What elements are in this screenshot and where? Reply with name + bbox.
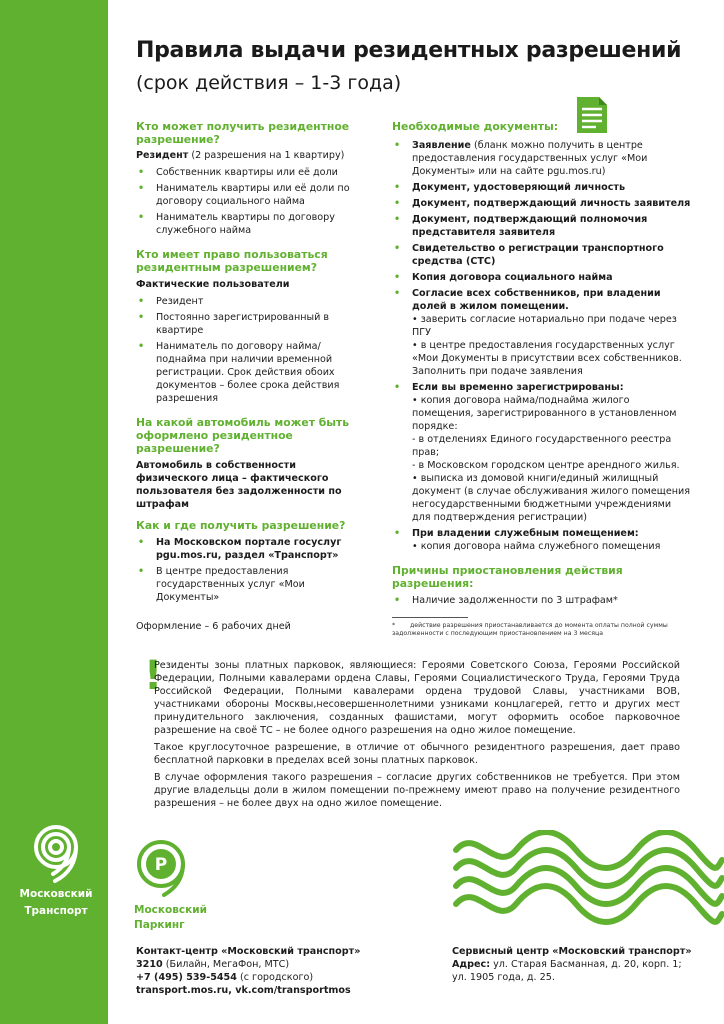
footnote-divider: [392, 617, 468, 618]
processing-time: Оформление – 6 рабочих дней: [136, 621, 291, 632]
list-item: • Резидент: [136, 295, 368, 308]
temp-registration-heading: • Если вы временно зарегистрированы:: [412, 382, 624, 393]
short-number: 3210: [136, 959, 163, 970]
list-item: [392, 381, 692, 524]
who-can-get-list: [136, 166, 368, 237]
exclamation-icon: !: [144, 653, 163, 699]
consent-note-1: • заверить согласие нотариально при подаче через ПГУ: [412, 314, 677, 338]
list-item: [392, 139, 692, 178]
service-center-block: [452, 945, 712, 984]
section-heading-which-car: На какой автомобиль может быть оформлено резидентное разрешение?: [136, 416, 350, 455]
resident-label: Резидент: [136, 150, 189, 161]
page-subtitle: (срок действия – 1-3 года): [136, 72, 402, 94]
footnote-star: *: [392, 622, 396, 629]
phone-number: +7 (495) 539-5454: [136, 972, 237, 983]
parking-logo-icon: [134, 838, 188, 898]
parking-logo-line2: Паркинг: [134, 919, 185, 931]
resident-line: [136, 149, 368, 162]
actual-users-label: Фактические пользователи: [136, 279, 290, 290]
resident-note: (2 разрешения на 1 квартиру): [188, 150, 345, 161]
temp-note-2: - в отделениях Единого государственного реестра прав;: [412, 434, 672, 458]
section-heading-who-can-get: Кто может получить резидентное разрешение?: [136, 120, 350, 146]
right-column: [392, 120, 692, 638]
list-item: • Постоянно зарегистрированный в квартире: [136, 311, 368, 337]
special-permit-notice: [154, 659, 680, 814]
section-heading-documents: Необходимые документы:: [392, 120, 559, 133]
list-item: [392, 527, 692, 553]
wave-pattern-icon: [452, 830, 724, 930]
contact-center-block: [136, 945, 416, 997]
how-to-get-list: [136, 536, 368, 604]
section-heading-suspension: Причины приостановления действия разрешения:: [392, 564, 623, 590]
which-car-text: Автомобиль в собственности физического лица – фактического пользователя без задолженности по штрафам: [136, 460, 342, 510]
transport-logo-line1: Московский: [19, 888, 93, 900]
list-item: • Собственник квартиры или её доли: [136, 166, 368, 179]
list-item: • Документ, удостоверяющий личность: [392, 181, 692, 194]
list-item: • Наниматель квартиры по договору служебного найма: [136, 211, 368, 237]
moscow-parking-logo: [134, 838, 244, 932]
short-number-line: [136, 958, 416, 971]
list-item: • Документ, подтверждающий полномочия представителя заявителя: [392, 213, 692, 239]
list-item: • Копия договора социального найма: [392, 271, 692, 284]
footnote: [392, 622, 692, 638]
temp-note-1: • копия договора найма/поднайма жилого помещения, зарегистрированного в установленном порядке:: [412, 395, 677, 432]
list-item: • Наличие задолженности по 3 штрафам*: [392, 594, 692, 607]
service-center-title: Сервисный центр «Московский транспорт»: [452, 946, 692, 957]
doc-application-label: Заявление: [412, 140, 471, 151]
list-item: • В центре предоставления государственных услуг «Мои Документы»: [136, 565, 368, 604]
page-title: Правила выдачи резидентных разрешений: [136, 38, 682, 63]
consent-note-2: • в центре предоставления государственных услуг «Мои Документы в присутствии всех собственников. Заполнить при подаче заявления: [412, 340, 682, 377]
short-number-note: (Билайн, МегаФон, МТС): [162, 959, 290, 970]
section-heading-who-may-use: Кто имеет право пользоваться резидентным разрешением?: [136, 248, 328, 274]
section-heading-how-to-get: Как и где получить разрешение?: [136, 519, 346, 532]
who-may-use-list: [136, 295, 368, 405]
address-1: ул. Старая Басманная, д. 20, корп. 1;: [490, 959, 682, 970]
moscow-transport-logo: [18, 822, 94, 918]
documents-list: [392, 139, 692, 553]
consent-heading: • Согласие всех собственников, при владении долей в жилом помещении.: [412, 288, 661, 312]
phone-line: [136, 971, 416, 984]
list-item: • Наниматель квартиры или её доли по договору социального найма: [136, 182, 368, 208]
left-column: [136, 120, 368, 633]
doc-application-note: (бланк можно получить в центре предоставления государственных услуг «Мои Документы» или на сайте pgu.mos.ru): [412, 140, 648, 177]
address-label: Адрес:: [452, 959, 491, 970]
list-item: [392, 287, 692, 378]
websites: transport.mos.ru, vk.com/transportmos: [136, 985, 351, 996]
notice-paragraph-2: Такое круглосуточное разрешение, в отличие от обычного резидентного разрешения, дает право бесплатной парковки в пределах всей зоны платных парковок.: [154, 742, 680, 766]
footnote-text: действие разрешения приостанавливается до момента оплаты полной суммы задолженности с последующим приостановлением на 3 месяца: [392, 622, 668, 637]
temp-note-3: - в Московском городском центре арендного жилья.: [412, 460, 680, 471]
service-housing-heading: • При владении служебным помещением:: [412, 528, 639, 539]
suspension-list: [392, 594, 692, 607]
moscow-transport-logo-icon: [25, 822, 87, 884]
transport-logo-line2: Транспорт: [24, 905, 88, 917]
contact-center-title: Контакт-центр «Московский транспорт»: [136, 946, 361, 957]
list-item: • На Московском портале госуслуг pgu.mos.ru, раздел «Транспорт»: [136, 536, 368, 562]
temp-note-4: • выписка из домовой книги/единый жилищный документ (в случае обслуживания жилого помещения негосударственными бюджетными учреждениями для подтверждения регистрации): [412, 473, 691, 523]
notice-paragraph-3: В случае оформления такого разрешения – согласие других собственников не требуется. При этом другие владельцы доли в жилом помещении по-прежнему имеют право на получение резидентного разрешения – не более двух на одно жилое помещение.: [154, 772, 680, 809]
service-housing-note: • копия договора найма служебного помещения: [412, 541, 661, 552]
address-line-2: ул. 1905 года, д. 25.: [452, 972, 555, 983]
parking-logo-line1: Московский: [134, 904, 207, 916]
list-item: • Документ, подтверждающий личность заявителя: [392, 197, 692, 210]
address-line-1: [452, 958, 712, 971]
phone-note: (с городского): [236, 972, 314, 983]
list-item: • Свидетельство о регистрации транспортного средства (СТС): [392, 242, 692, 268]
notice-paragraph-1: Резиденты зоны платных парковок, являющиеся: Героями Советского Союза, Героями Российской Федерации, Полными кавалерами ордена Славы, Героями Социалистического Труда, Героями Труда Российской Федерации, Полными кавалерами ордена трудовой Славы, участниками ВОВ, участниками обороны Москвы,несовершеннолетними узниками концлагерей, гетто и других мест принудительного заключения, созданных фашистами, могут оформить особое парковочное разрешение на своё ТС – не более одного разрешения на одно жилое помещение.: [154, 660, 680, 736]
list-item: • Наниматель по договору найма/поднайма при наличии временной регистрации. Срок действия обоих документов – более срока действия разрешения: [136, 340, 368, 405]
parking-logo-letter: P: [154, 855, 168, 875]
